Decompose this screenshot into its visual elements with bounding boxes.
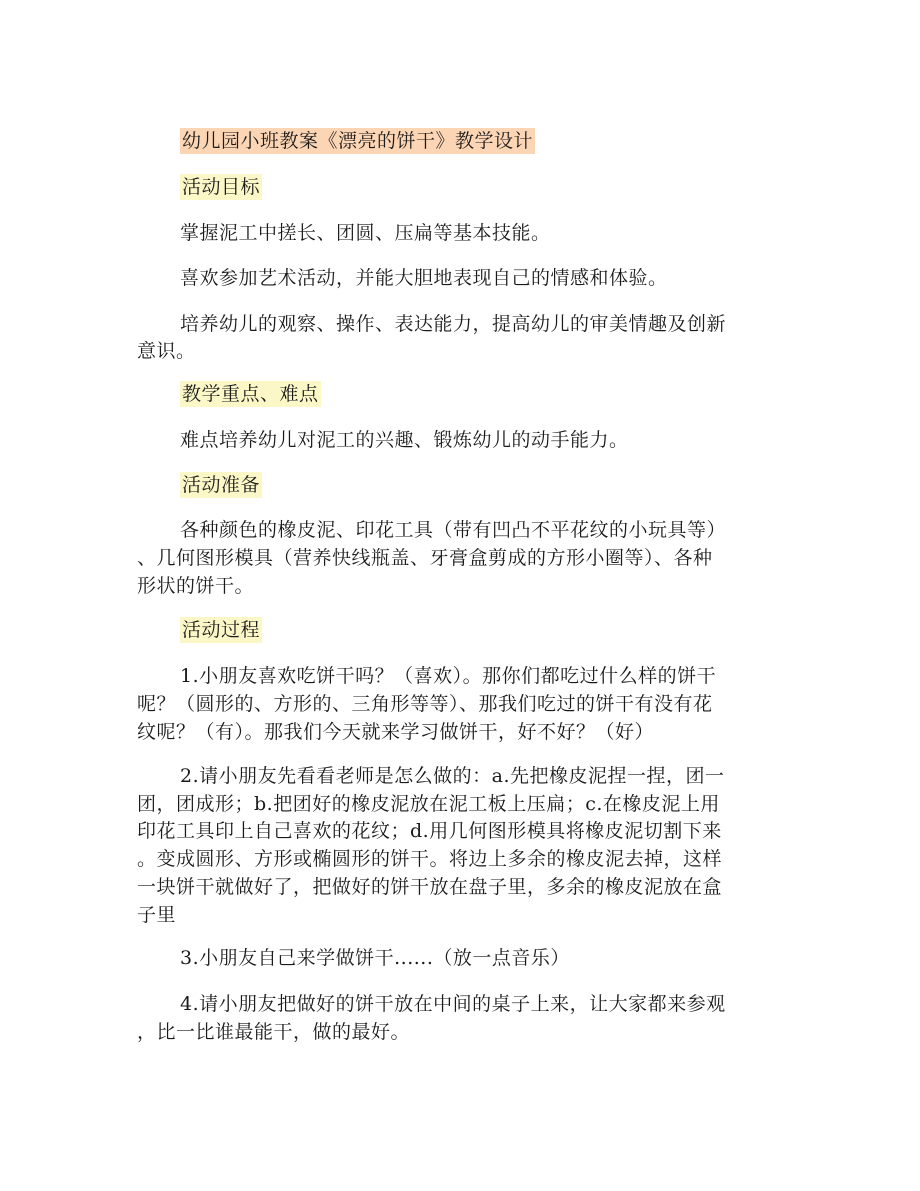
paragraph-line: 4.请小朋友把做好的饼干放在中间的桌子上来，让大家都来参观	[180, 993, 726, 1015]
paragraph-line: 3.小朋友自己来学做饼干......（放一点音乐）	[180, 947, 570, 969]
paragraph-line: 意识。	[137, 340, 196, 362]
section-heading-goals-text: 活动目标	[182, 176, 261, 198]
document-title-text: 幼儿园小班教案《漂亮的饼干》教学设计	[182, 130, 534, 152]
paragraph-line: 纹呢？（有）。那我们今天就来学习做饼干，好不好？（好）	[137, 721, 655, 743]
section-heading-process	[180, 617, 262, 643]
paragraph-line: 形状的饼干。	[137, 575, 255, 597]
paragraph-line: 团，团成形；b.把团好的橡皮泥放在泥工板上压扁；c.在橡皮泥上用	[137, 793, 720, 815]
paragraph-line: 1.小朋友喜欢吃饼干吗？（喜欢）。那你们都吃过什么样的饼干	[180, 665, 717, 687]
paragraph-line: 2.请小朋友先看看老师是怎么做的：a.先把橡皮泥捏一捏，团一	[180, 765, 725, 787]
paragraph-line: 子里	[137, 904, 177, 926]
paragraph-line: 各种颜色的橡皮泥、印花工具（带有凹凸不平花纹的小玩具等）	[180, 519, 727, 541]
document-title	[180, 128, 535, 154]
paragraph-line: 一块饼干就做好了，把做好的饼干放在盘子里，多余的橡皮泥放在盒	[137, 876, 723, 898]
section-heading-preparation-text: 活动准备	[182, 474, 261, 496]
paragraph-line: 掌握泥工中搓长、团圆、压扁等基本技能。	[180, 222, 551, 244]
paragraph-line: 培养幼儿的观察、操作、表达能力，提高幼儿的审美情趣及创新	[180, 313, 727, 335]
paragraph-line: 喜欢参加艺术活动，并能大胆地表现自己的情感和体验。	[180, 267, 668, 289]
paragraph-line: 呢？（圆形的、方形的、三角形等等）、那我们吃过的饼干有没有花	[137, 693, 713, 715]
paragraph-line: ，比一比谁最能干，做的最好。	[137, 1021, 411, 1043]
paragraph-line: 印花工具印上自己喜欢的花纹；d.用几何图形模具将橡皮泥切割下来	[137, 820, 722, 842]
section-heading-goals	[180, 174, 262, 200]
paragraph-line: 。变成圆形、方形或椭圆形的饼干。将边上多余的橡皮泥去掉，这样	[137, 848, 723, 870]
section-heading-preparation	[180, 472, 262, 498]
paragraph-line: 难点培养幼儿对泥工的兴趣、锻炼幼儿的动手能力。	[180, 429, 629, 451]
section-heading-key-points	[180, 381, 321, 407]
paragraph-line: 、几何图形模具（营养快线瓶盖、牙膏盒剪成的方形小圈等）、各种	[137, 547, 713, 569]
section-heading-process-text: 活动过程	[182, 619, 261, 641]
section-heading-key-points-text: 教学重点、难点	[182, 383, 319, 405]
